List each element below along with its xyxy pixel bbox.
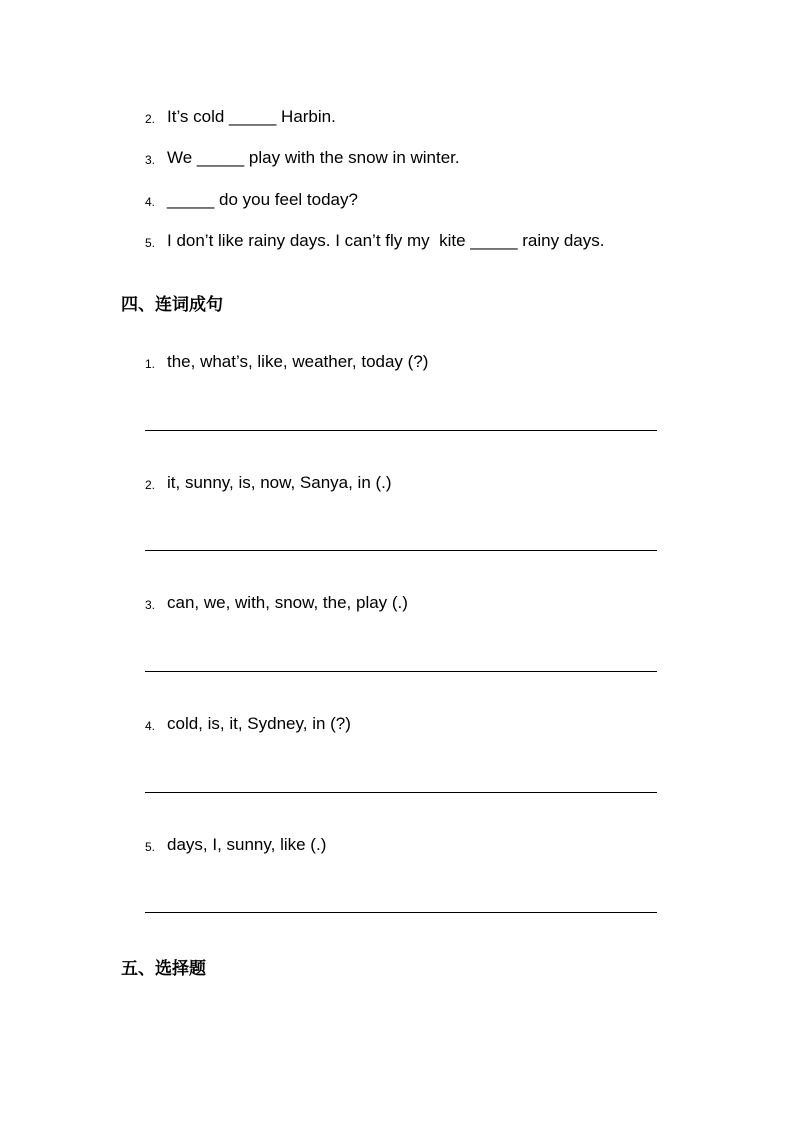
question-text: _____ do you feel today? xyxy=(167,190,358,209)
question-number: 4. xyxy=(145,719,156,733)
section-heading: 五、选择题 xyxy=(121,959,206,978)
question-text: I don’t like rainy days. I can’t fly my kite _____ rainy days. xyxy=(167,231,605,250)
question-text: can, we, with, snow, the, play (.) xyxy=(167,593,408,612)
question-number: 1. xyxy=(145,357,156,371)
question-number: 5. xyxy=(145,236,156,250)
question-number: 5. xyxy=(145,840,156,854)
answer-line[interactable] xyxy=(145,430,657,431)
question-text: It’s cold _____ Harbin. xyxy=(167,107,336,126)
question-text: it, sunny, is, now, Sanya, in (.) xyxy=(167,473,392,492)
question-text: cold, is, it, Sydney, in (?) xyxy=(167,714,351,733)
question-number: 3. xyxy=(145,598,156,612)
question-text: days, I, sunny, like (.) xyxy=(167,835,327,854)
question-number: 4. xyxy=(145,195,156,209)
question-number: 2. xyxy=(145,478,156,492)
question-number: 3. xyxy=(145,153,156,167)
answer-line[interactable] xyxy=(145,912,657,913)
answer-line[interactable] xyxy=(145,792,657,793)
answer-line[interactable] xyxy=(145,550,657,551)
question-text: the, what’s, like, weather, today (?) xyxy=(167,352,429,371)
question-text: We _____ play with the snow in winter. xyxy=(167,148,460,167)
section-heading: 四、连词成句 xyxy=(121,295,223,314)
question-number: 2. xyxy=(145,112,156,126)
answer-line[interactable] xyxy=(145,671,657,672)
